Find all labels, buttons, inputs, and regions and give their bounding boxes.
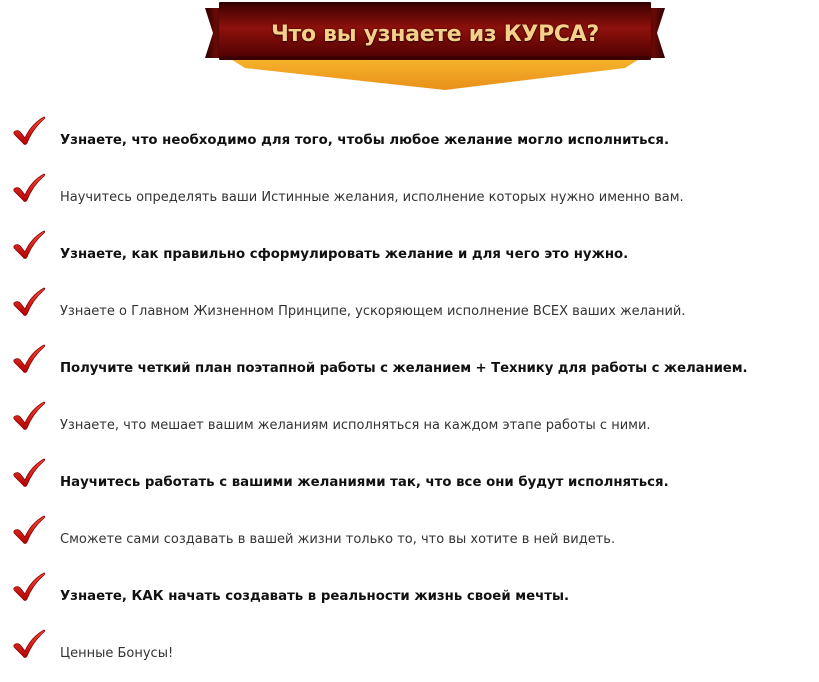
benefit-text: Ценные Бонусы! bbox=[60, 646, 174, 661]
benefit-text: Научитесь работать с вашими желаниями так, что все они будут исполняться. bbox=[60, 475, 669, 490]
banner-title: Что вы узнаете из КУРСА? bbox=[271, 22, 599, 47]
red-checkmark-icon bbox=[12, 458, 46, 488]
red-checkmark-icon bbox=[12, 515, 46, 545]
red-checkmark-icon bbox=[12, 230, 46, 260]
benefit-text: Узнаете, КАК начать создавать в реальности жизнь своей мечты. bbox=[60, 589, 570, 604]
benefit-item bbox=[0, 112, 819, 169]
benefit-item bbox=[0, 226, 819, 283]
benefit-item bbox=[0, 283, 819, 340]
benefit-item bbox=[0, 511, 819, 568]
benefits-list bbox=[0, 112, 819, 682]
benefit-text: Узнаете о Главном Жизненном Принципе, ускоряющем исполнение ВСЕХ ваших желаний. bbox=[60, 304, 686, 319]
benefit-text: Узнаете, что мешает вашим желаниям исполняться на каждом этапе работы с ними. bbox=[60, 418, 651, 433]
red-checkmark-icon bbox=[12, 116, 46, 146]
red-checkmark-icon bbox=[12, 401, 46, 431]
red-checkmark-icon bbox=[12, 629, 46, 659]
header-banner bbox=[205, 0, 665, 92]
red-checkmark-icon bbox=[12, 287, 46, 317]
benefit-item bbox=[0, 568, 819, 625]
benefit-text: Узнаете, что необходимо для того, чтобы любое желание могло исполниться. bbox=[60, 133, 669, 148]
benefit-item bbox=[0, 397, 819, 454]
benefit-item bbox=[0, 454, 819, 511]
red-checkmark-icon bbox=[12, 173, 46, 203]
benefit-item bbox=[0, 340, 819, 397]
red-checkmark-icon bbox=[12, 344, 46, 374]
benefit-text: Сможете сами создавать в вашей жизни только то, что вы хотите в ней видеть. bbox=[60, 532, 616, 547]
benefit-item bbox=[0, 169, 819, 226]
red-checkmark-icon bbox=[12, 572, 46, 602]
benefit-text: Научитесь определять ваши Истинные желания, исполнение которых нужно именно вам. bbox=[60, 190, 684, 205]
benefit-text: Узнаете, как правильно сформулировать желание и для чего это нужно. bbox=[60, 247, 629, 262]
benefit-text: Получите четкий план поэтапной работы с желанием + Технику для работы с желанием. bbox=[60, 361, 748, 376]
benefit-item bbox=[0, 625, 819, 682]
